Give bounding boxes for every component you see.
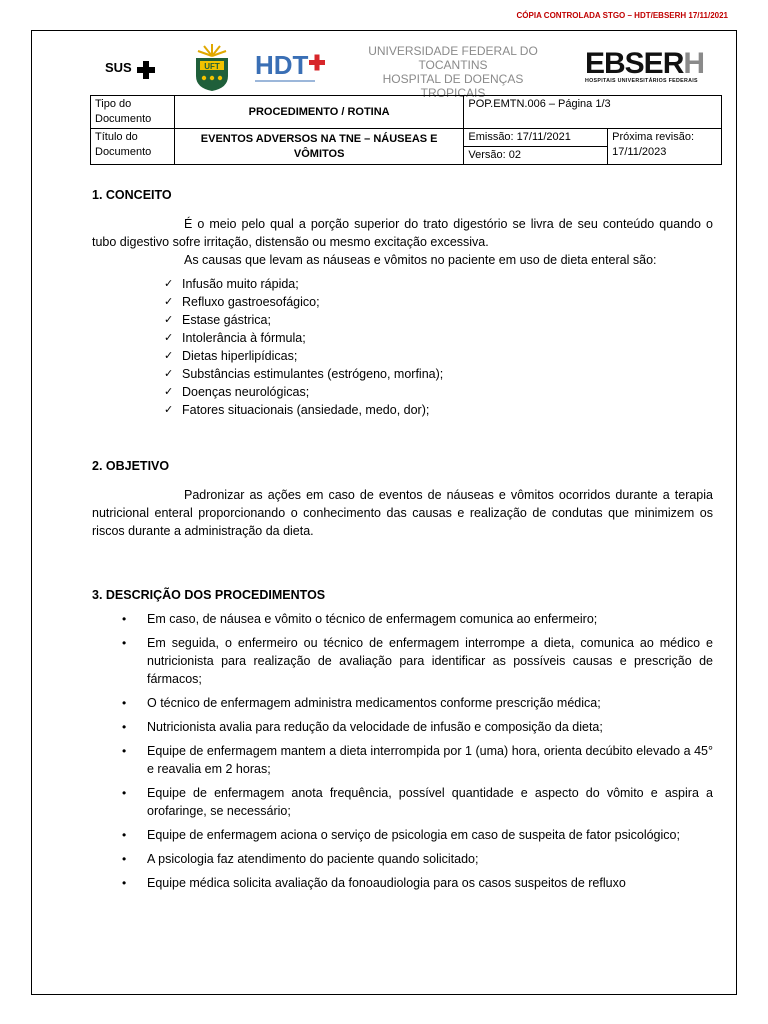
sus-cross-icon bbox=[137, 61, 155, 79]
list-item: • Em seguida, o enfermeiro ou técnico de enfermagem interrompe a dieta, comunica ao médico e nutricionista para realização de avaliação para identificar as possíveis causas e prescrição de fármacos; bbox=[122, 634, 713, 688]
list-item: ✓ Infusão muito rápida; bbox=[164, 275, 713, 293]
conceito-paragraph: É o meio pelo qual a porção superior do trato digestório se livra de seu conteúdo quando o tubo digestivo sofre irritação, distensão ou mesmo excitação excessiva. bbox=[92, 217, 713, 249]
tipo-label: Tipo do Documento bbox=[91, 96, 175, 129]
ebserh-logo-text bbox=[585, 47, 725, 80]
proxima-revisao: Próxima revisão: 17/11/2023 bbox=[608, 129, 722, 165]
controlled-copy-stamp: CÓPIA CONTROLADA STGO – HDT/EBSERH 17/11/2021 bbox=[516, 11, 728, 20]
tipo-value: PROCEDIMENTO / ROTINA bbox=[174, 96, 463, 129]
sus-logo-text: SUS bbox=[105, 60, 132, 75]
list-item: ✓ Refluxo gastroesofágico; bbox=[164, 293, 713, 311]
document-header-table bbox=[90, 95, 722, 165]
hdt-logo-text: HDT bbox=[255, 50, 309, 80]
ebserh-subtitle: HOSPITAIS UNIVERSITÁRIOS FEDERAIS bbox=[585, 78, 698, 84]
section-heading-objetivo: 2. OBJETIVO bbox=[92, 459, 170, 473]
section-heading-procedimentos: 3. DESCRIÇÃO DOS PROCEDIMENTOS bbox=[92, 588, 326, 602]
section-heading-conceito: 1. CONCEITO bbox=[92, 188, 172, 202]
list-item: • Equipe de enfermagem anota frequência, possível quantidade e aspecto do vômito e aspira a orofaringe, se necessário; bbox=[122, 784, 713, 820]
procedures-list bbox=[92, 610, 713, 892]
list-item: • Equipe médica solicita avaliação da fonoaudiologia para os casos suspeitos de refluxo bbox=[122, 874, 713, 892]
logo-bar bbox=[95, 38, 725, 100]
university-line-1: UNIVERSIDADE FEDERAL DO bbox=[368, 44, 538, 58]
titulo-value: EVENTOS ADVERSOS NA TNE – NÁUSEAS E VÔMITOS bbox=[174, 129, 463, 165]
list-item: ✓ Estase gástrica; bbox=[164, 311, 713, 329]
list-item: ✓ Fatores situacionais (ansiedade, medo, dor); bbox=[164, 401, 713, 419]
university-name bbox=[353, 44, 553, 100]
causes-list bbox=[92, 275, 713, 419]
list-item: • Nutricionista avalia para redução da velocidade de infusão e composição da dieta; bbox=[122, 718, 713, 736]
versao: Versão: 02 bbox=[464, 147, 608, 165]
objetivo-paragraph: Padronizar as ações em caso de eventos de náuseas e vômitos ocorridos durante a terapia nutricional enteral proporcionando o conhecimento das causas e realização de condutas que minimizem os riscos durante a administração da dieta. bbox=[92, 488, 713, 538]
document-body bbox=[92, 186, 713, 898]
ebserh-logo bbox=[585, 47, 725, 84]
list-item: ✓ Intolerância à fórmula; bbox=[164, 329, 713, 347]
conceito-causes-intro: As causas que levam as náuseas e vômitos no paciente em uso de dieta enteral são: bbox=[184, 253, 657, 267]
uft-logo-icon bbox=[192, 42, 232, 92]
hdt-logo-icon bbox=[255, 50, 327, 86]
ebserh-h: H bbox=[683, 47, 705, 80]
list-item: ✓ Dietas hiperlipídicas; bbox=[164, 347, 713, 365]
titulo-label: Título do Documento bbox=[91, 129, 175, 165]
uft-logo-text: UFT bbox=[204, 62, 220, 71]
list-item: • A psicologia faz atendimento do paciente quando solicitado; bbox=[122, 850, 713, 868]
pop-code: POP.EMTN.006 – Página 1/3 bbox=[464, 96, 722, 129]
emissao-date: Emissão: 17/11/2021 bbox=[464, 129, 608, 147]
list-item: ✓ Doenças neurológicas; bbox=[164, 383, 713, 401]
list-item: • O técnico de enfermagem administra medicamentos conforme prescrição médica; bbox=[122, 694, 713, 712]
list-item: ✓ Substâncias estimulantes (estrógeno, morfina); bbox=[164, 365, 713, 383]
list-item: • Equipe de enfermagem aciona o serviço de psicologia em caso de suspeita de fator psicológico; bbox=[122, 826, 713, 844]
list-item: • Em caso, de náusea e vômito o técnico de enfermagem comunica ao enfermeiro; bbox=[122, 610, 713, 628]
ebserh-main: EBSER bbox=[585, 47, 684, 80]
list-item: • Equipe de enfermagem mantem a dieta interrompida por 1 (uma) hora, orienta decúbito elevado a 45° e reavalia em 2 horas; bbox=[122, 742, 713, 778]
university-line-2: TOCANTINS bbox=[418, 58, 488, 72]
university-line-3: HOSPITAL DE DOENÇAS TROPICAIS bbox=[382, 72, 524, 100]
